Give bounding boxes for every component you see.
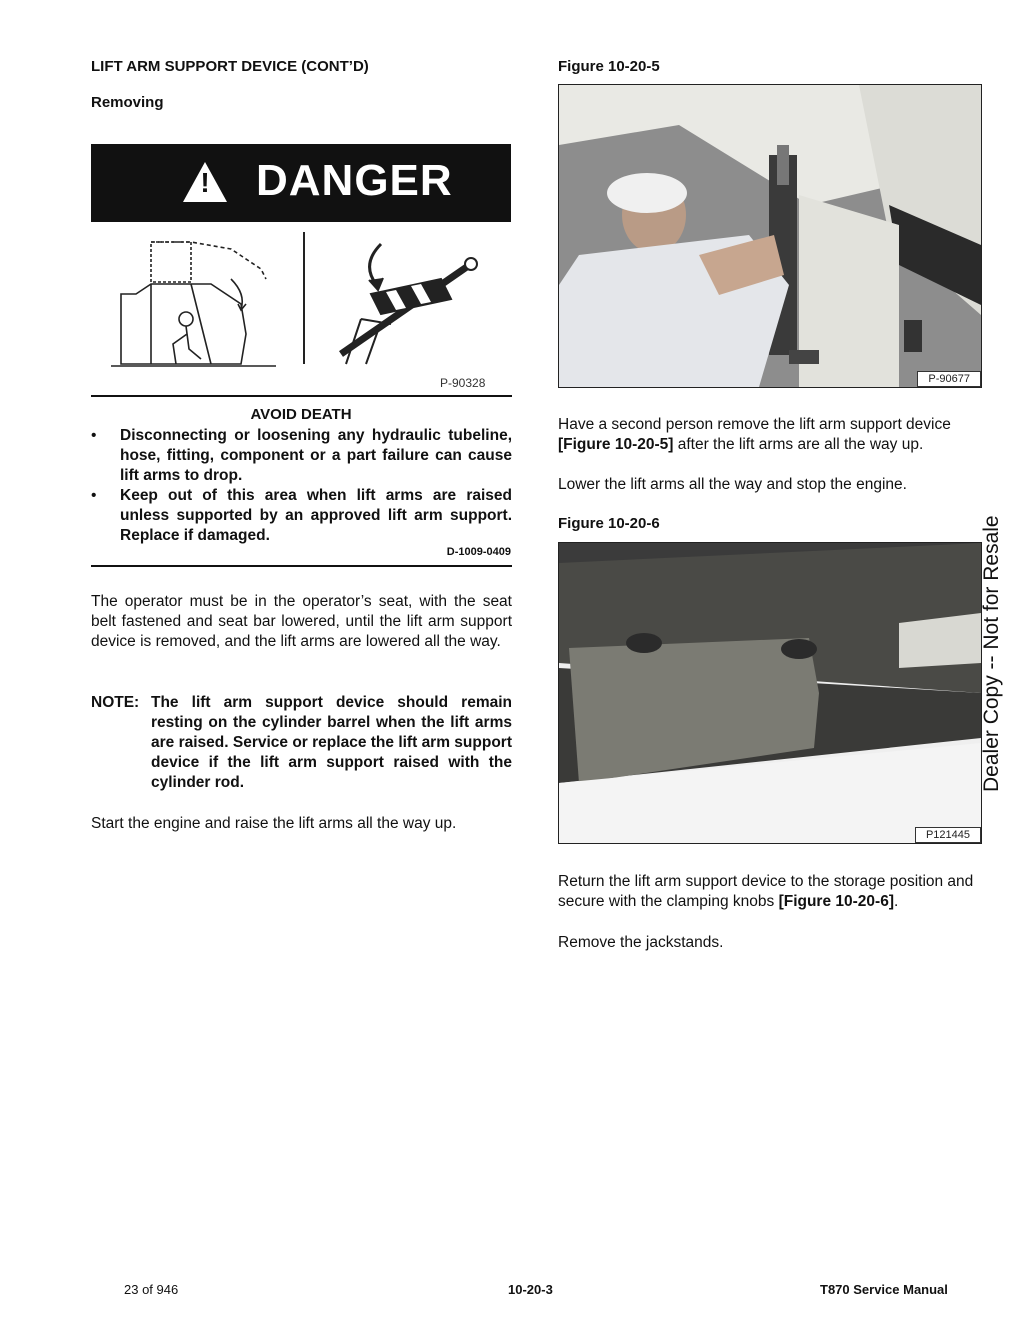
figure1-title: Figure 10-20-5 [558, 58, 660, 75]
danger-bullet-text: Disconnecting or loosening any hydraulic tubeline, hose, fitting, component or a part failure can cause lift arms to drop. [120, 427, 512, 484]
danger-word: DANGER [256, 156, 453, 205]
return-device-paragraph [558, 872, 983, 912]
footer-manual-title: T870 Service Manual [820, 1282, 948, 1297]
danger-top-rule [91, 395, 512, 397]
note-text: The lift arm support device should remain resting on the cylinder barrel when the lift arms are raised. Service or replace the lift arm support device if the lift arm support raised with the cylinder rod. [151, 694, 512, 791]
support-device-drawing [341, 244, 477, 364]
operator-paragraph: The operator must be in the operator’s seat, with the seat belt fastened and seat bar lowered, until the lift arm support device is removed, and the lift arms are lowered all the way. [91, 593, 512, 650]
figure2-photo [558, 542, 982, 844]
bullet-dot: • [91, 427, 97, 444]
figure2-ref: P121445 [915, 827, 981, 843]
danger-illustration [91, 224, 511, 374]
section-title: LIFT ARM SUPPORT DEVICE (CONT’D) [91, 58, 369, 75]
note-label: NOTE: [91, 694, 140, 711]
warning-exclamation: ! [200, 167, 210, 198]
avoid-death-title: AVOID DEATH [250, 406, 352, 423]
loader-danger-drawing [111, 242, 276, 366]
start-engine-paragraph: Start the engine and raise the lift arms all the way up. [91, 815, 457, 832]
footer-page-number: 10-20-3 [508, 1282, 553, 1297]
figure1-photo [558, 84, 982, 388]
figure1-image [559, 85, 981, 387]
figure1-ref: P-90677 [917, 371, 981, 387]
para-c-pre: Return the lift arm support device to the storage position and secure with the clamping knobs [558, 873, 974, 910]
subsection-title: Removing [91, 94, 164, 111]
danger-illustration-ref: P-90328 [440, 376, 486, 390]
para-a-post: after the lift arms are all the way up. [673, 436, 924, 453]
figure2-image [559, 543, 981, 843]
figure-ref-10-20-6: [Figure 10-20-6] [778, 893, 894, 910]
danger-code: D-1009-0409 [446, 546, 511, 558]
danger-bullet-text: Keep out of this area when lift arms are raised unless supported by an approved lift arm support. Replace if damaged. [120, 487, 512, 544]
footer-page-count: 23 of 946 [124, 1282, 179, 1297]
para-a-pre: Have a second person remove the lift arm support device [558, 416, 951, 433]
lower-arms-paragraph: Lower the lift arms all the way and stop the engine. [558, 476, 907, 493]
para-c-post: . [893, 893, 899, 910]
danger-bottom-rule [91, 565, 512, 567]
remove-jackstands-paragraph: Remove the jackstands. [558, 934, 724, 951]
figure2-title: Figure 10-20-6 [558, 515, 660, 532]
danger-header [91, 144, 511, 222]
dealer-copy-watermark: Dealer Copy -- Not for Resale [980, 515, 1003, 792]
figure-ref-10-20-5: [Figure 10-20-5] [558, 436, 674, 453]
bullet-dot: • [91, 487, 97, 504]
remove-device-paragraph [558, 415, 983, 455]
